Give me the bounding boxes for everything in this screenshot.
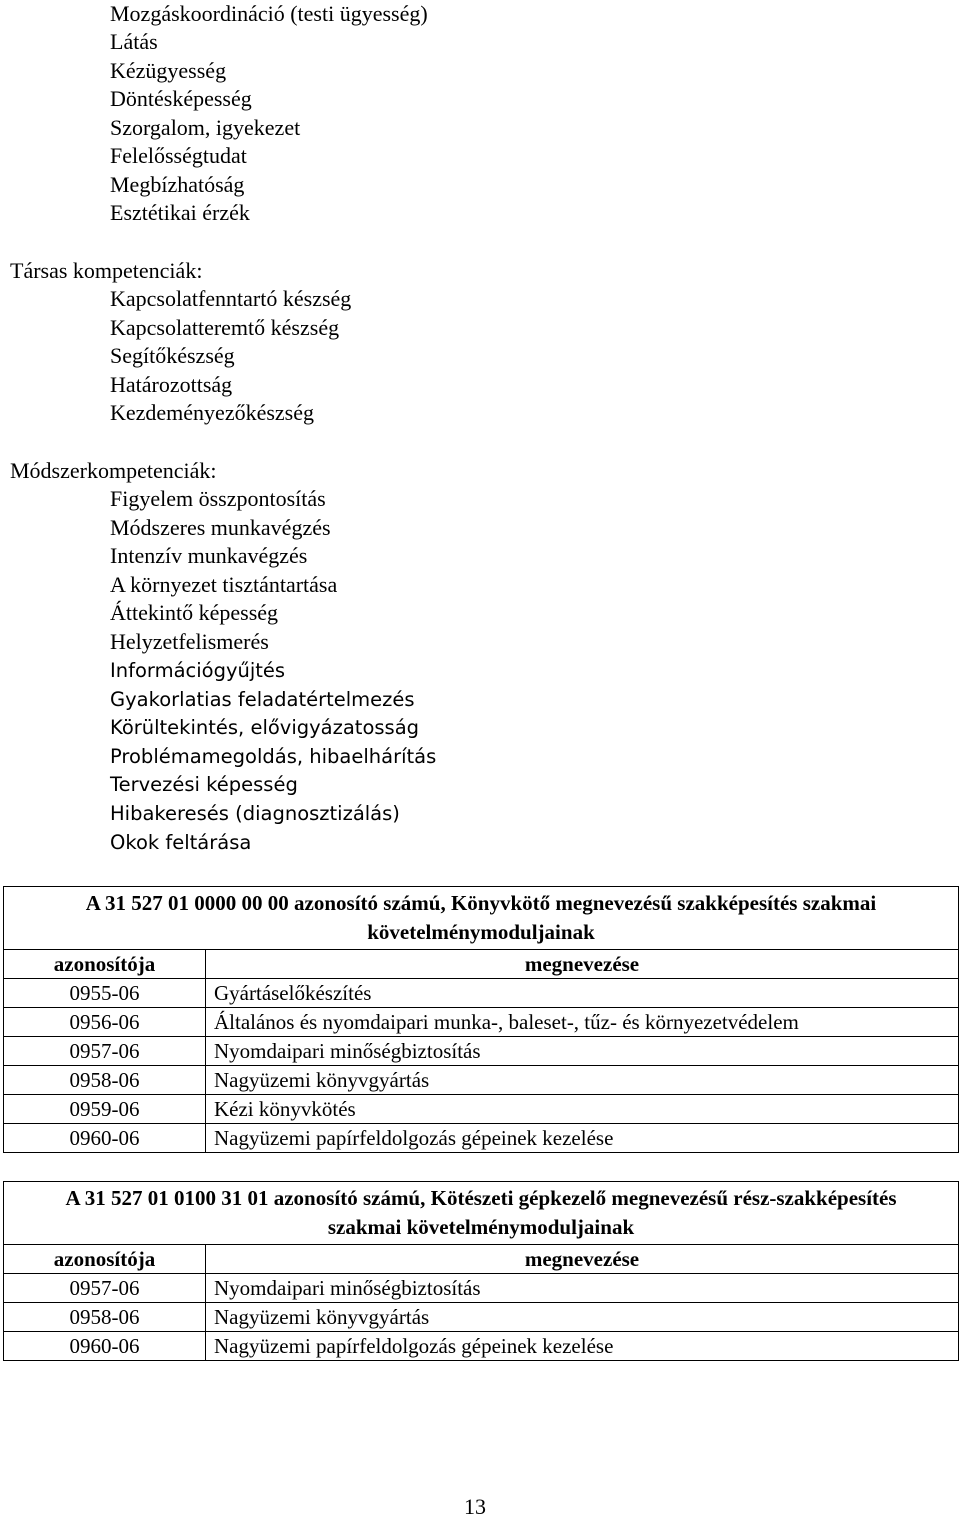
competence-item: Figyelem összpontosítás: [110, 486, 326, 511]
module-code: 0955-06: [4, 979, 206, 1008]
module-code: 0958-06: [4, 1303, 206, 1332]
module-name: Nyomdaipari minőségbiztosítás: [206, 1037, 959, 1066]
module-table-koteszeti-gepkezelo: [3, 1181, 959, 1361]
competence-item: Felelősségtudat: [110, 143, 247, 168]
module-name: Kézi könyvkötés: [206, 1095, 959, 1124]
module-name: Gyártáselőkészítés: [206, 979, 959, 1008]
table-row: [4, 1008, 959, 1037]
module-code: 0960-06: [4, 1124, 206, 1153]
competence-item: Áttekintő képesség: [110, 600, 279, 625]
competence-item: Szorgalom, igyekezet: [110, 115, 301, 140]
method-competences-heading: Módszerkompetenciák:: [10, 458, 217, 483]
column-header-code: azonosítója: [4, 1245, 206, 1274]
social-competences-heading: Társas kompetenciák:: [10, 258, 203, 283]
competence-item: Határozottság: [110, 372, 233, 397]
column-header-name: megnevezése: [206, 1245, 959, 1274]
module-code: 0956-06: [4, 1008, 206, 1037]
page-number: 13: [464, 1494, 486, 1519]
module-name: Nagyüzemi könyvgyártás: [206, 1303, 959, 1332]
competence-item: Hibakeresés (diagnosztizálás): [110, 802, 400, 825]
competence-item: Információgyűjtés: [110, 659, 286, 682]
table-title: A 31 527 01 0000 00 00 azonosító számú, Könyvkötő megnevezésű szakképesítés szakmai követelménymoduljainak: [4, 887, 959, 950]
table-row: [4, 1066, 959, 1095]
column-header-name: megnevezése: [206, 950, 959, 979]
competence-item: Mozgáskoordináció (testi ügyesség): [110, 1, 428, 26]
module-name: Nagyüzemi könyvgyártás: [206, 1066, 959, 1095]
competence-item: Kapcsolatteremtő készség: [110, 315, 340, 340]
competence-item: Kapcsolatfenntartó készség: [110, 286, 352, 311]
competence-item: Esztétikai érzék: [110, 200, 250, 225]
competence-item: Problémamegoldás, hibaelhárítás: [110, 745, 437, 768]
module-code: 0960-06: [4, 1332, 206, 1361]
competence-item: Okok feltárása: [110, 831, 252, 854]
table-row: [4, 1095, 959, 1124]
table-row: [4, 1274, 959, 1303]
table-title: A 31 527 01 0100 31 01 azonosító számú, Kötészeti gépkezelő megnevezésű rész-szakképesítés szakmai követelménymoduljainak: [4, 1182, 959, 1245]
competence-item: Módszeres munkavégzés: [110, 515, 331, 540]
competence-item: Látás: [110, 29, 158, 54]
module-code: 0957-06: [4, 1274, 206, 1303]
competence-item: Megbízhatóság: [110, 172, 245, 197]
competence-item: Gyakorlatias feladatértelmezés: [110, 688, 415, 711]
column-header-code: azonosítója: [4, 950, 206, 979]
table-row: [4, 1124, 959, 1153]
table-row: [4, 1303, 959, 1332]
module-table-konyvkoto: [3, 886, 959, 1153]
competence-item: Intenzív munkavégzés: [110, 543, 308, 568]
competence-item: A környezet tisztántartása: [110, 572, 338, 597]
competence-item: Tervezési képesség: [110, 773, 298, 796]
competence-item: Segítőkészség: [110, 343, 235, 368]
competence-item: Körültekintés, elővigyázatosság: [110, 716, 420, 739]
competence-item: Kézügyesség: [110, 58, 227, 83]
competence-item: Kezdeményezőkészség: [110, 400, 315, 425]
module-name: Nagyüzemi papírfeldolgozás gépeinek kezelése: [206, 1332, 959, 1361]
competence-item: Döntésképesség: [110, 86, 252, 111]
module-name: Általános és nyomdaipari munka-, baleset-, tűz- és környezetvédelem: [206, 1008, 959, 1037]
table-row: [4, 1332, 959, 1361]
module-code: 0959-06: [4, 1095, 206, 1124]
module-name: Nagyüzemi papírfeldolgozás gépeinek kezelése: [206, 1124, 959, 1153]
module-code: 0958-06: [4, 1066, 206, 1095]
module-code: 0957-06: [4, 1037, 206, 1066]
module-name: Nyomdaipari minőségbiztosítás: [206, 1274, 959, 1303]
competence-item: Helyzetfelismerés: [110, 629, 269, 654]
table-row: [4, 979, 959, 1008]
table-row: [4, 1037, 959, 1066]
